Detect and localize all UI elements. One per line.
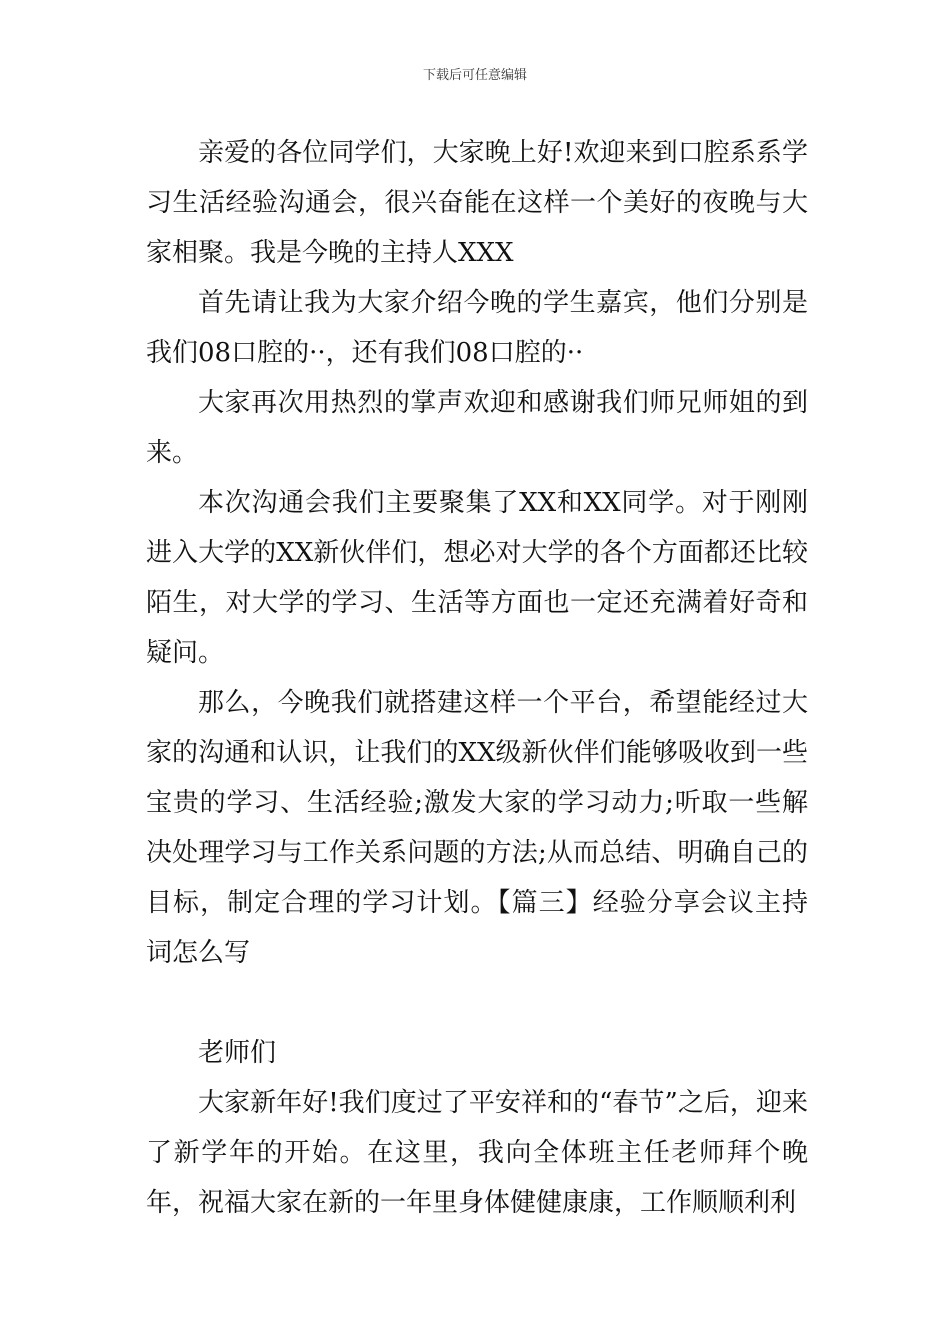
document-body [146, 128, 808, 1228]
paragraph-applause: 大家再次用热烈的掌声欢迎和感谢我们师兄师姐的到来。 [146, 388, 808, 468]
paragraph-greeting: 亲爱的各位同学们，大家晚上好!欢迎来到口腔系系学习生活经验沟通会，很兴奋能在这样一个美好的夜晚与大家相聚。我是今晚的主持人XXX [146, 138, 808, 268]
page-header: 下载后可任意编辑 [422, 68, 527, 83]
paragraph-new-year: 大家新年好!我们度过了平安祥和的“春节”之后，迎来了新学年的开始。在这里，我向全体班主任老师拜个晚年，祝福大家在新的一年里身体健健康康，工作顺顺利利 [146, 1088, 808, 1218]
paragraph-platform: 那么，今晚我们就搭建这样一个平台，希望能经过大家的沟通和认识，让我们的XX级新伙伴们能够吸收到一些宝贵的学习、生活经验;激发大家的学习动力;听取一些解决处理学习与工作关系问题的方法;从而总结、明确自己的目标，制定合理的学习计划。【篇三】经验分享会议主持词怎么写 [146, 688, 808, 968]
paragraph-salutation: 老师们 [198, 1038, 277, 1068]
paragraph-meeting-intro: 本次沟通会我们主要聚集了XX和XX同学。对于刚刚进入大学的XX新伙伴们，想必对大学的各个方面都还比较陌生，对大学的学习、生活等方面也一定还充满着好奇和疑问。 [146, 488, 808, 668]
paragraph-guests: 首先请让我为大家介绍今晚的学生嘉宾，他们分别是我们08口腔的··，还有我们08口腔的·· [146, 288, 808, 368]
section-spacer [146, 978, 808, 1028]
